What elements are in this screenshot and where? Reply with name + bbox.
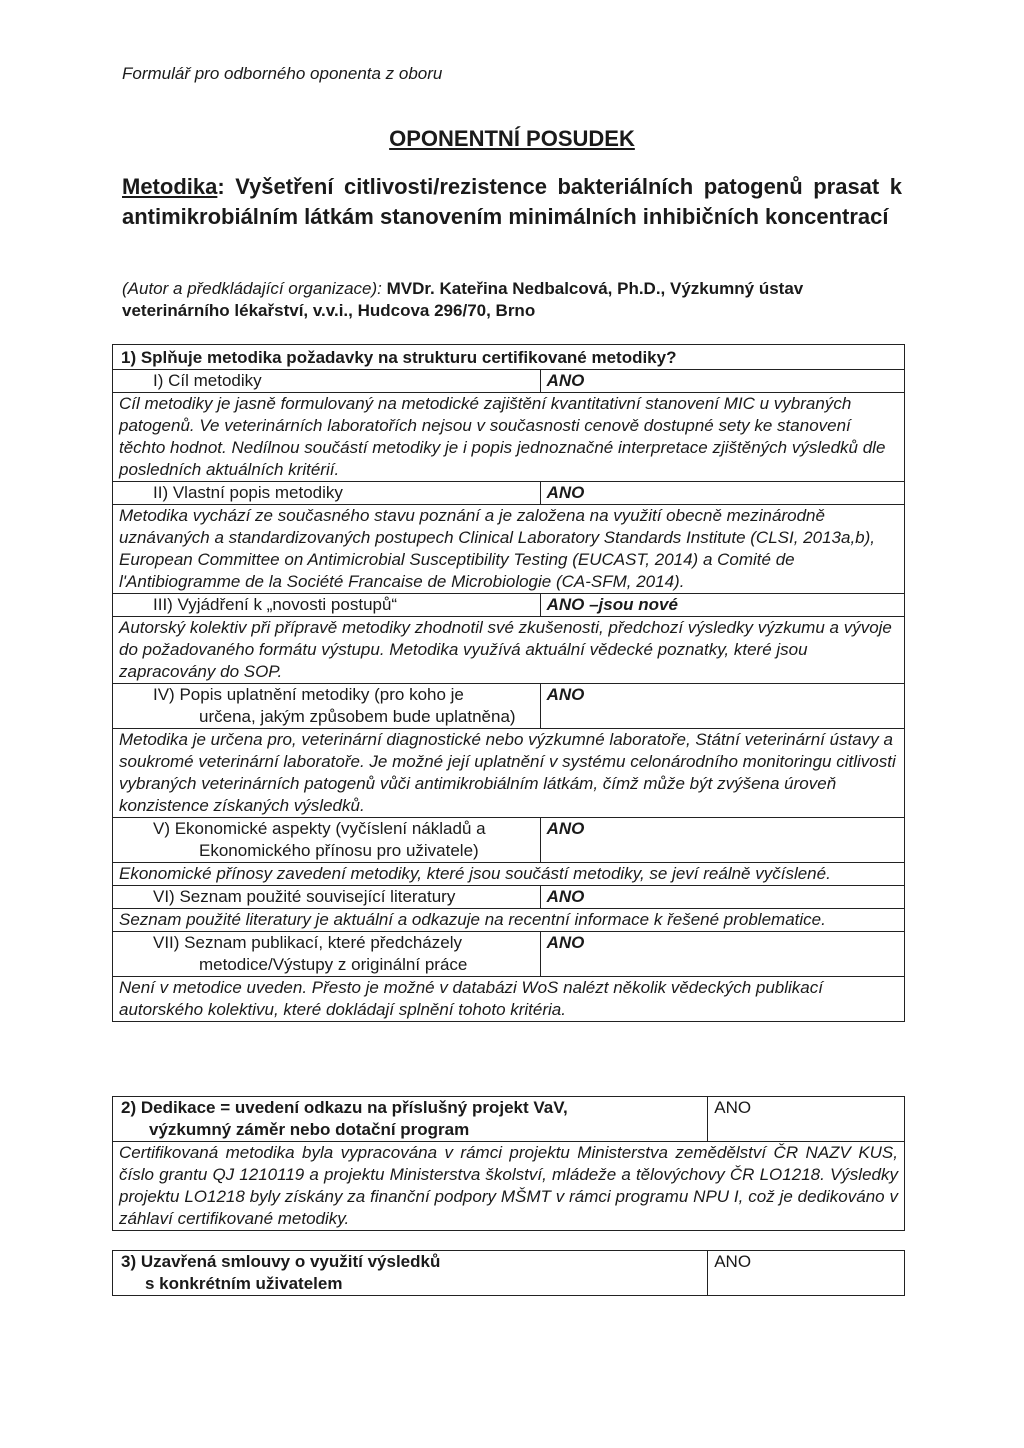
- criterion-5-label-line2: Ekonomického přínosu pro uživatele): [199, 841, 479, 860]
- comment-row-2: [113, 505, 905, 594]
- author-block: [122, 278, 907, 322]
- criterion-1-value: ANO: [540, 370, 904, 393]
- section-1-heading-row: [113, 345, 905, 370]
- section-3-value: ANO: [708, 1251, 905, 1296]
- methodology-text: : Vyšetření citlivosti/rezistence bakteriálních patogenů prasat k antimikrobiálním látkám stanovením minimálních inhibičních koncentrací: [122, 174, 902, 229]
- section-2-heading-line1: 2) Dedikace = uvedení odkazu na příslušný projekt VaV,: [121, 1098, 568, 1117]
- comment-row-4: [113, 729, 905, 818]
- author-label: (Autor a předkládající organizace):: [122, 279, 382, 298]
- section-3-table: [112, 1250, 905, 1296]
- criterion-3-value: ANO –jsou nové: [540, 594, 904, 617]
- criterion-6-comment: Seznam použité literatury je aktuální a odkazuje na recentní informace k řešené problematice.: [113, 909, 905, 932]
- section-2-comment-row: [113, 1142, 905, 1231]
- criterion-2-value: ANO: [540, 482, 904, 505]
- author-value: MVDr. Kateřina Nedbalcová, Ph.D., Výzkumný ústav veterinárního lékařství, v.v.i., Hudcova 296/70, Brno: [122, 279, 804, 320]
- criterion-row-4: [113, 684, 905, 729]
- criterion-4-comment: Metodika je určena pro, veterinární diagnostické nebo výzkumné laboratoře, Státní veterinární ústavy a soukromé veterinární laboratoře. Je možné její uplatnění v systému celonárodního monitoringu citlivosti vybraných veterinárních patogenů vůči antimikrobiálním látkám, čímž může být zvýšena úroveň konzistence získaných výsledků.: [113, 729, 905, 818]
- section-2-heading-line2: výzkumný záměr nebo dotační program: [149, 1120, 470, 1139]
- criterion-2-label: II) Vlastní popis metodiky: [113, 482, 541, 505]
- criterion-row-6: [113, 886, 905, 909]
- comment-row-6: [113, 909, 905, 932]
- criterion-7-label: [113, 932, 541, 977]
- methodology-label: Metodika: [122, 174, 218, 199]
- criterion-5-label-line1: V) Ekonomické aspekty (vyčíslení nákladů a: [153, 819, 486, 838]
- criterion-4-label-line2: určena, jakým způsobem bude uplatněna): [199, 707, 516, 726]
- section-3-heading-line1: 3) Uzavřená smlouvy o využití výsledků: [121, 1252, 441, 1271]
- criterion-6-value: ANO: [540, 886, 904, 909]
- criterion-4-value: ANO: [540, 684, 904, 729]
- criterion-4-label-line1: IV) Popis uplatnění metodiky (pro koho je: [153, 685, 464, 704]
- criterion-7-label-line1: VII) Seznam publikací, které předcházely: [153, 933, 462, 952]
- comment-row-7: [113, 977, 905, 1022]
- criterion-2-comment: Metodika vychází ze současného stavu poznání a je založena na využití obecně mezinárodně uznávaných a standardizovaných postupech Clinical Laboratory Standards Institute (CLSI, 2013a,b), European Committee on Antimicrobial Susceptibility Testing (EUCAST, 2014) a Comité de l'Antibiogramme de la Société Francaise de Microbiologie (CA-SFM, 2014).: [113, 505, 905, 594]
- criterion-3-label: III) Vyjádření k „novosti postupů“: [113, 594, 541, 617]
- comment-row-1: [113, 393, 905, 482]
- criterion-row-3: [113, 594, 905, 617]
- criterion-4-label: [113, 684, 541, 729]
- criterion-row-1: [113, 370, 905, 393]
- criterion-7-value: ANO: [540, 932, 904, 977]
- criterion-5-value: ANO: [540, 818, 904, 863]
- methodology-title: [122, 172, 902, 232]
- criterion-row-2: [113, 482, 905, 505]
- section-2-heading-row: [113, 1097, 905, 1142]
- criterion-7-label-line2: metodice/Výstupy z originální práce: [199, 955, 468, 974]
- criterion-5-label: [113, 818, 541, 863]
- criterion-3-comment: Autorský kolektiv při přípravě metodiky zhodnotil své zkušenosti, předchozí výsledky výzkumu a vývoje do požadovaného formátu výstupu. Metodika využívá aktuální vědecké poznatky, které jsou zapracovány do SOP.: [113, 617, 905, 684]
- section-2-value: ANO: [708, 1097, 905, 1142]
- criterion-row-7: [113, 932, 905, 977]
- section-1-table: [112, 344, 905, 1022]
- section-2-comment: Certifikovaná metodika byla vypracována v rámci projektu Ministerstva zemědělství ČR NAZV KUS, číslo grantu QJ 1210119 a projektu Ministerstva školství, mládeže a tělovýchovy ČR LO1218. Výsledky projektu LO1218 byly získány za finanční podpory MŠMT v rámci programu NPU I, což je dedikováno v záhlaví certifikované metodiky.: [113, 1142, 905, 1231]
- criterion-row-5: [113, 818, 905, 863]
- section-3-heading-line2: s konkrétním uživatelem: [145, 1274, 343, 1293]
- comment-row-3: [113, 617, 905, 684]
- section-3-heading-row: [113, 1251, 905, 1296]
- form-header-note: Formulář pro odborného oponenta z oboru: [122, 64, 443, 83]
- section-2-table: [112, 1096, 905, 1231]
- section-3-heading: [113, 1251, 708, 1296]
- section-2-heading: [113, 1097, 708, 1142]
- criterion-1-label: I) Cíl metodiky: [113, 370, 541, 393]
- criterion-6-label: VI) Seznam použité související literatury: [113, 886, 541, 909]
- criterion-7-comment: Není v metodice uveden. Přesto je možné v databázi WoS nalézt několik vědeckých publikací autorského kolektivu, které dokládají splnění tohoto kritéria.: [113, 977, 905, 1022]
- section-1-heading: 1) Splňuje metodika požadavky na strukturu certifikované metodiky?: [113, 345, 905, 370]
- comment-row-5: [113, 863, 905, 886]
- criterion-1-comment: Cíl metodiky je jasně formulovaný na metodické zajištění kvantitativní stanovení MIC u vybraných patogenů. Ve veterinárních laboratořích nejsou v současnosti cenově dostupné sety ke stanovení těchto hodnot. Nedílnou součástí metodiky je i popis jednoznačné interpretace zjištěných výsledků dle posledních aktuálních kritérií.: [113, 393, 905, 482]
- document-title: OPONENTNÍ POSUDEK: [389, 126, 635, 151]
- criterion-5-comment: Ekonomické přínosy zavedení metodiky, které jsou součástí metodiky, se jeví reálně vyčíslené.: [113, 863, 905, 886]
